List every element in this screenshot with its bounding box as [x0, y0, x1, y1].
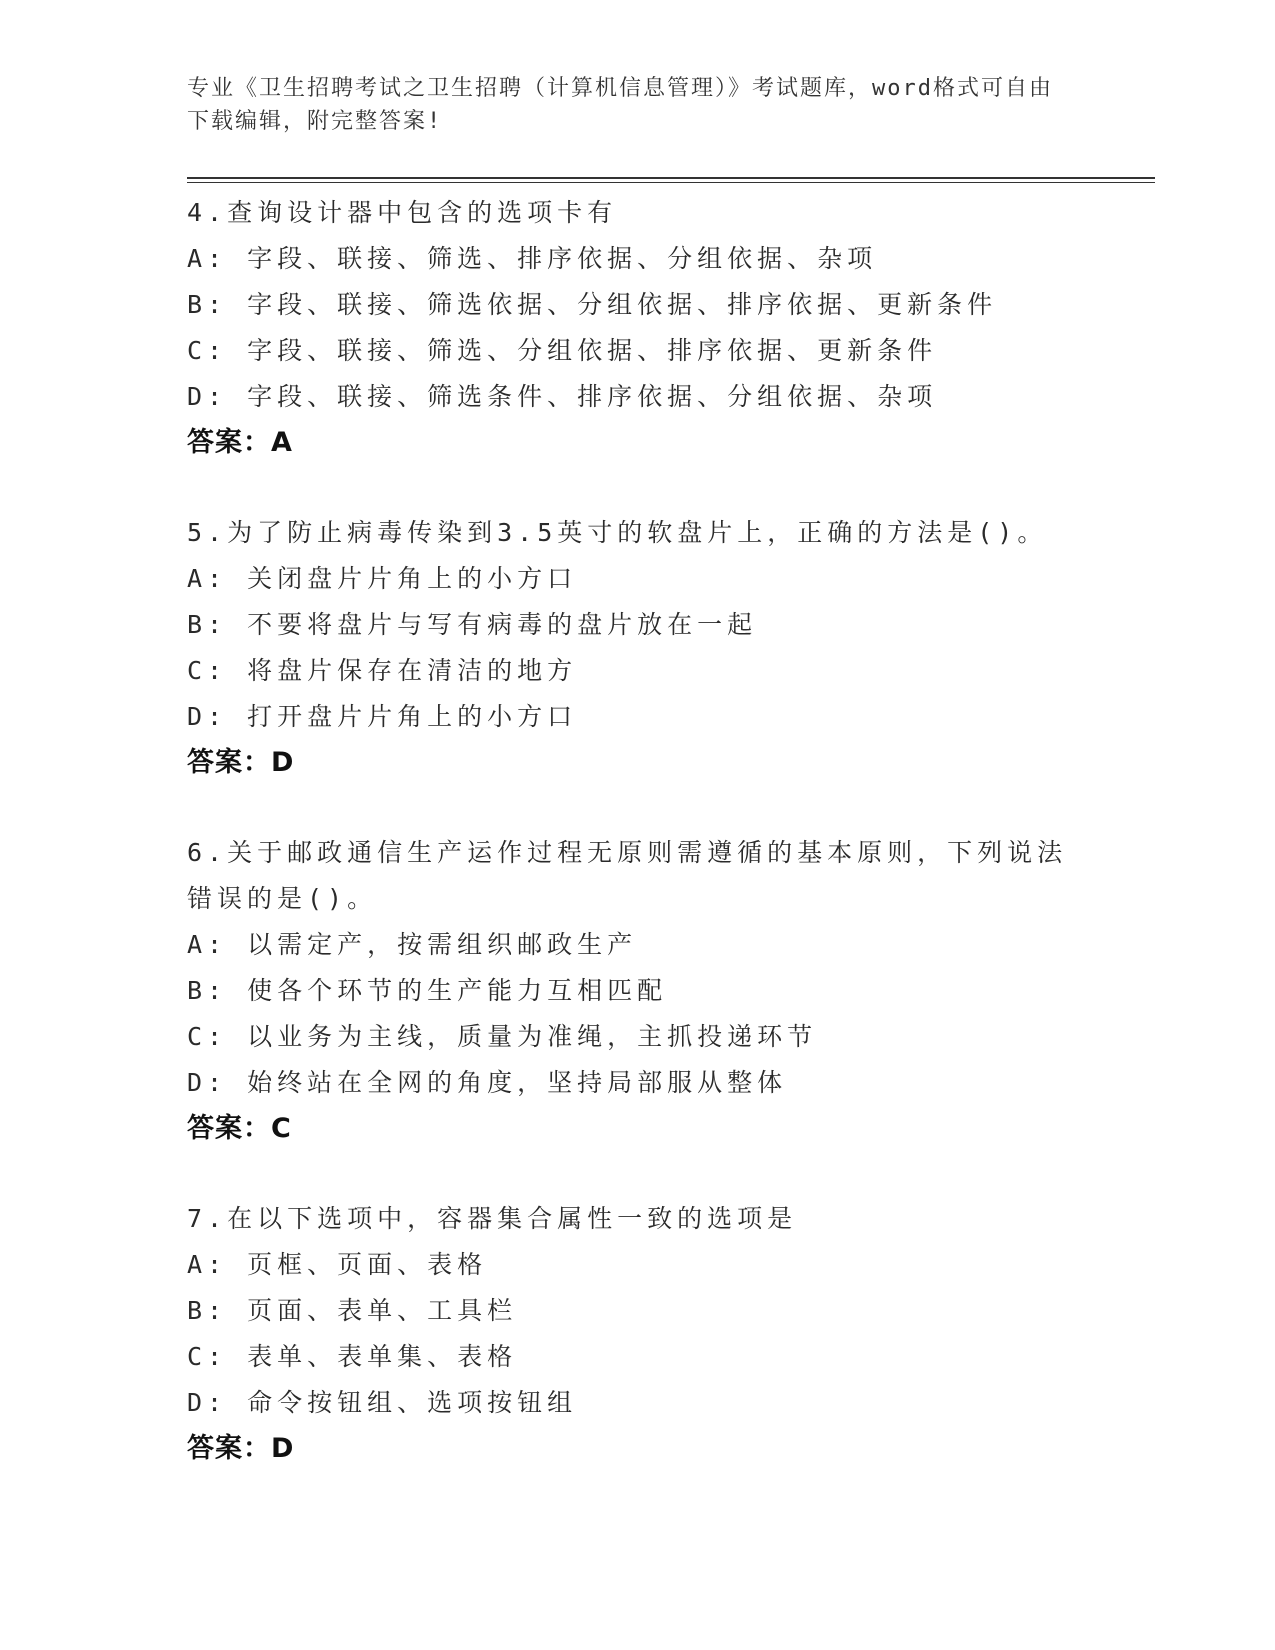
option-c: C: 表单、表单集、表格 [187, 1342, 518, 1371]
header-divider [187, 177, 1155, 183]
option-c: C: 将盘片保存在清洁的地方 [187, 656, 578, 685]
question-5 [187, 510, 1087, 786]
option-b: B: 不要将盘片与写有病毒的盘片放在一起 [187, 610, 758, 639]
question-4 [187, 190, 1087, 466]
answer: 答案：A [187, 427, 293, 458]
option-c: C: 字段、联接、筛选、分组依据、排序依据、更新条件 [187, 336, 938, 365]
option-b: B: 字段、联接、筛选依据、分组依据、排序依据、更新条件 [187, 290, 998, 319]
question-list [187, 190, 1087, 1516]
option-c: C: 以业务为主线，质量为准绳，主抓投递环节 [187, 1022, 818, 1051]
answer: 答案：D [187, 1433, 295, 1464]
document-header: 专业《卫生招聘考试之卫生招聘（计算机信息管理）》考试题库，word格式可自由下载编辑，附完整答案! [187, 76, 1053, 134]
answer: 答案：C [187, 1113, 292, 1144]
answer: 答案：D [187, 747, 295, 778]
option-b: B: 页面、表单、工具栏 [187, 1296, 518, 1325]
question-7 [187, 1196, 1087, 1472]
option-d: D: 打开盘片片角上的小方口 [187, 702, 578, 731]
option-a: A: 关闭盘片片角上的小方口 [187, 564, 578, 593]
question-text: 4.查询设计器中包含的选项卡有 [187, 198, 618, 227]
option-b: B: 使各个环节的生产能力互相匹配 [187, 976, 668, 1005]
option-a: A: 以需定产，按需组织邮政生产 [187, 930, 638, 959]
question-text: 6.关于邮政通信生产运作过程无原则需遵循的基本原则，下列说法错误的是()。 [187, 838, 1068, 913]
option-a: A: 页框、页面、表格 [187, 1250, 488, 1279]
question-text: 5.为了防止病毒传染到3.5英寸的软盘片上，正确的方法是()。 [187, 518, 1048, 547]
question-6 [187, 830, 1087, 1152]
option-d: D: 字段、联接、筛选条件、排序依据、分组依据、杂项 [187, 382, 938, 411]
question-text: 7.在以下选项中，容器集合属性一致的选项是 [187, 1204, 798, 1233]
option-d: D: 始终站在全网的角度，坚持局部服从整体 [187, 1068, 788, 1097]
option-d: D: 命令按钮组、选项按钮组 [187, 1388, 578, 1417]
option-a: A: 字段、联接、筛选、排序依据、分组依据、杂项 [187, 244, 878, 273]
